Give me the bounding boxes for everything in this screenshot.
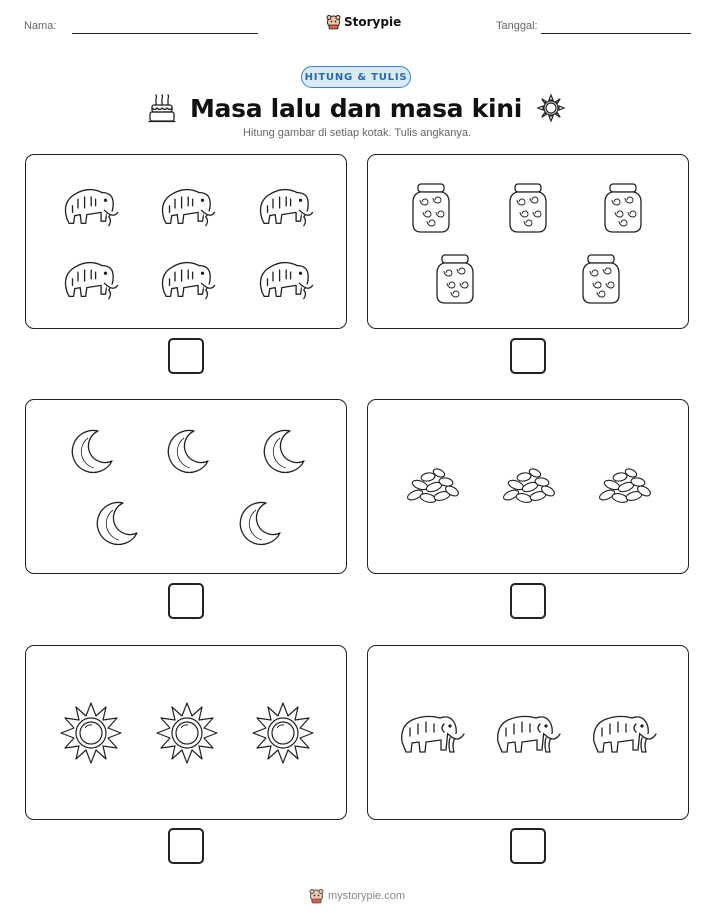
count-panel-5	[25, 645, 347, 820]
answer-box-4[interactable]	[510, 583, 546, 619]
date-label: Tanggal:	[496, 20, 538, 32]
crescent-moon-icon	[72, 430, 112, 472]
sun-picture-group	[26, 646, 348, 821]
answer-box-2[interactable]	[510, 338, 546, 374]
sun-icon	[157, 703, 217, 763]
count-panel-3	[25, 399, 347, 574]
crescent-moon-icon	[168, 430, 208, 472]
category-badge: HITUNG & TULIS	[301, 66, 411, 88]
title-row	[0, 90, 714, 126]
crescent-moon-icon	[97, 502, 137, 544]
brand-logo	[326, 14, 401, 30]
mammoth-icon	[402, 716, 464, 752]
answer-box-5[interactable]	[168, 828, 204, 864]
worksheet-header	[0, 0, 714, 50]
count-panel-4	[367, 399, 689, 574]
jar-icon	[583, 255, 619, 303]
woolly-mammoth-icon	[260, 190, 312, 226]
count-panel-6	[367, 645, 689, 820]
jar-icon	[605, 184, 641, 232]
woolly-mammoth-icon	[260, 263, 312, 299]
woolly-mammoth-icon	[162, 190, 214, 226]
seeds-pile-icon	[598, 467, 652, 504]
jar-icon	[413, 184, 449, 232]
name-label: Nama:	[24, 20, 57, 32]
name-line[interactable]	[72, 33, 258, 34]
sun-icon	[61, 703, 121, 763]
instructions: Hitung gambar di setiap kotak. Tulis angkanya.	[242, 127, 472, 139]
woolly-mammoth-icon	[65, 190, 117, 226]
mammoth-icon	[498, 716, 560, 752]
storypie-mascot-icon	[309, 888, 324, 904]
moon-picture-group	[26, 400, 348, 575]
answer-box-3[interactable]	[168, 583, 204, 619]
page-title: Masa lalu dan masa kini	[189, 93, 523, 123]
sun-icon	[536, 93, 566, 123]
jar-icon	[437, 255, 473, 303]
woolly-mammoth-icon	[162, 263, 214, 299]
sun-icon	[253, 703, 313, 763]
count-panel-2	[367, 154, 689, 329]
birthday-cake-icon	[148, 93, 176, 123]
crescent-moon-icon	[264, 430, 304, 472]
count-panel-1	[25, 154, 347, 329]
crescent-moon-icon	[240, 502, 280, 544]
seeds-pile-icon	[406, 467, 460, 504]
woolly-mammoth-icon	[65, 263, 117, 299]
brand-name: Storypie	[344, 15, 402, 29]
mammoth-icon	[594, 716, 656, 752]
footer	[0, 884, 714, 908]
footer-url[interactable]: mystorypie.com	[327, 890, 406, 902]
answer-box-6[interactable]	[510, 828, 546, 864]
seeds-pile-icon	[502, 467, 556, 504]
jar-picture-group	[368, 155, 690, 330]
mammoth-picture-group	[26, 155, 348, 330]
answer-box-1[interactable]	[168, 338, 204, 374]
mammoth-picture-group-2	[368, 646, 690, 821]
storypie-mascot-icon	[326, 14, 341, 30]
jar-icon	[510, 184, 546, 232]
date-line[interactable]	[541, 33, 691, 34]
seeds-picture-group	[368, 400, 690, 575]
